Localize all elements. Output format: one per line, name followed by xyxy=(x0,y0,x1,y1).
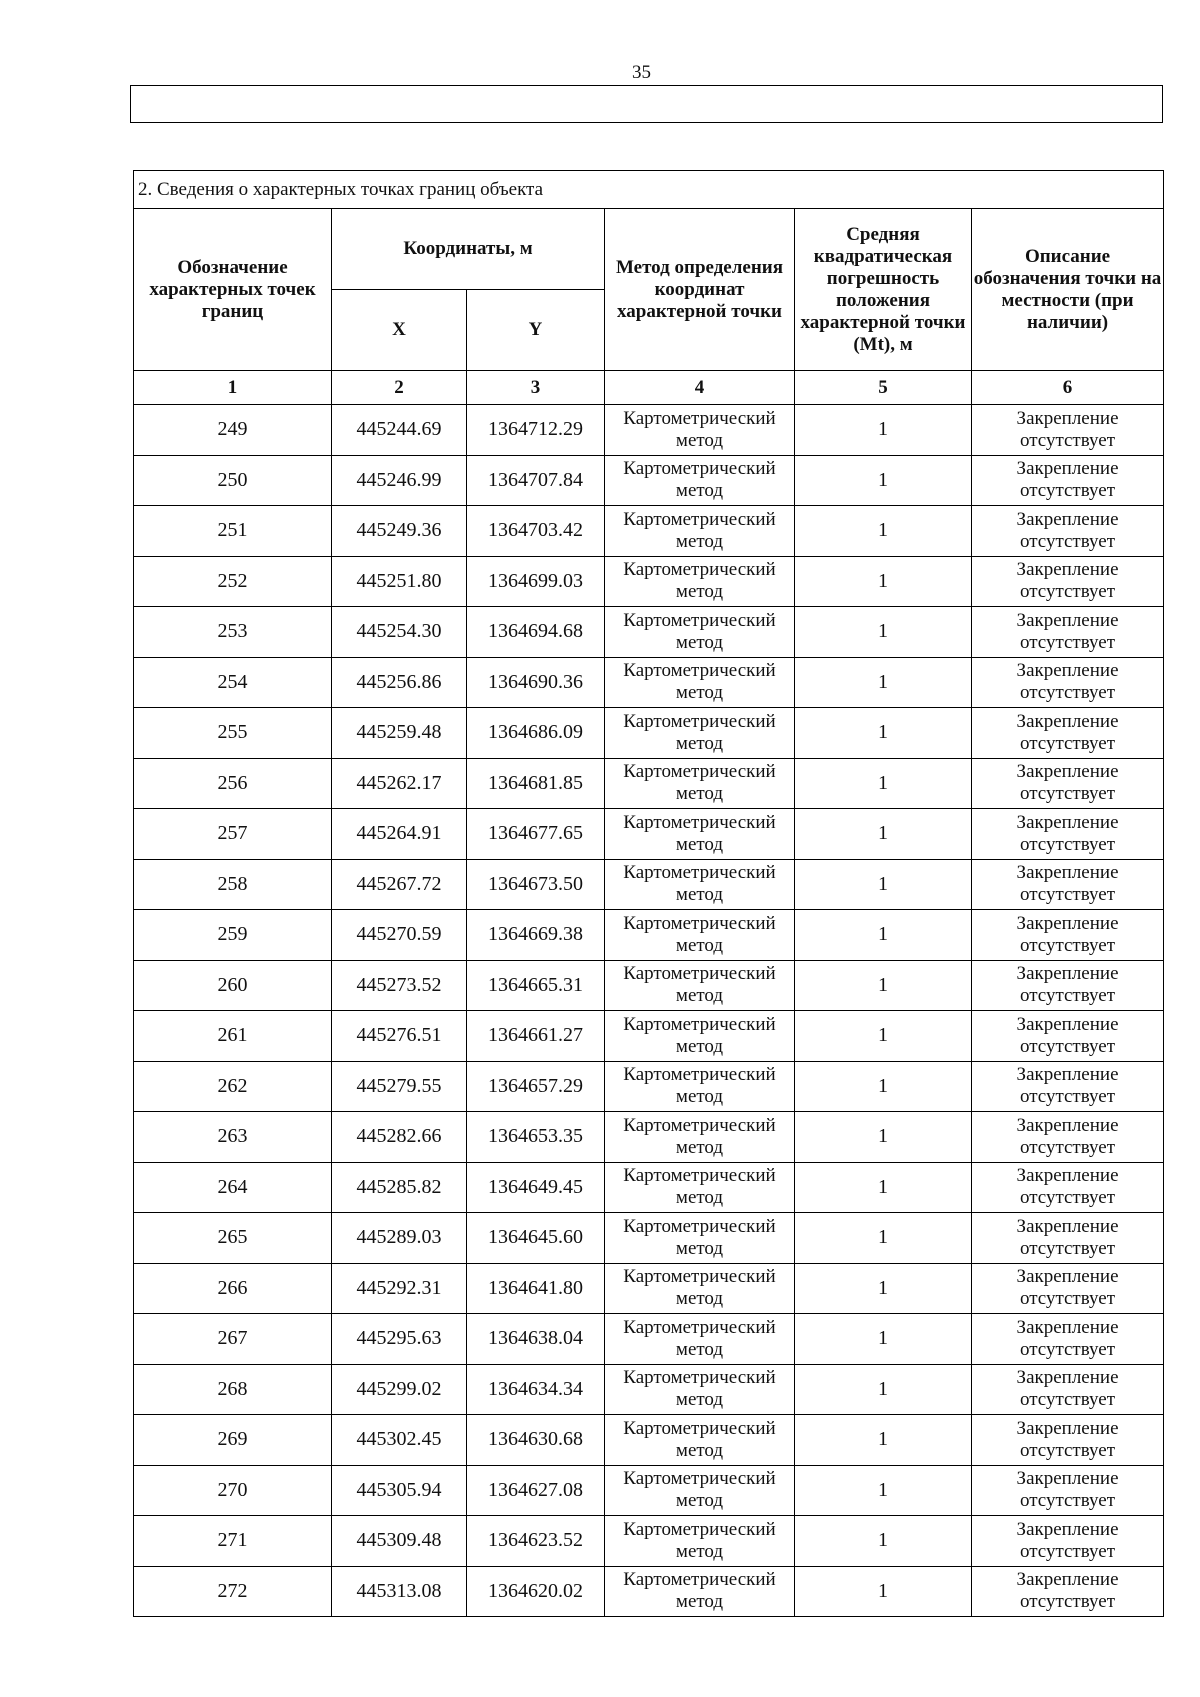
point-designation-cell: 249 xyxy=(134,405,332,456)
x-coordinate-cell: 445270.59 xyxy=(332,910,467,961)
description-cell: Закрепление отсутствует xyxy=(972,1162,1164,1213)
method-cell: Картометрический метод xyxy=(605,1162,795,1213)
mt-error-cell: 1 xyxy=(795,455,972,506)
point-designation-cell: 267 xyxy=(134,1314,332,1365)
y-coordinate-cell: 1364707.84 xyxy=(467,455,605,506)
x-coordinate-cell: 445309.48 xyxy=(332,1516,467,1567)
y-coordinate-cell: 1364661.27 xyxy=(467,1011,605,1062)
description-cell: Закрепление отсутствует xyxy=(972,405,1164,456)
method-cell: Картометрический метод xyxy=(605,607,795,658)
column-number: 2 xyxy=(332,371,467,405)
x-coordinate-cell: 445249.36 xyxy=(332,506,467,557)
header-coordinates: Координаты, м xyxy=(332,209,605,290)
description-cell: Закрепление отсутствует xyxy=(972,960,1164,1011)
description-cell: Закрепление отсутствует xyxy=(972,657,1164,708)
mt-error-cell: 1 xyxy=(795,1566,972,1617)
mt-error-cell: 1 xyxy=(795,1213,972,1264)
x-coordinate-cell: 445302.45 xyxy=(332,1415,467,1466)
description-cell: Закрепление отсутствует xyxy=(972,1516,1164,1567)
x-coordinate-cell: 445279.55 xyxy=(332,1061,467,1112)
x-coordinate-cell: 445264.91 xyxy=(332,809,467,860)
mt-error-cell: 1 xyxy=(795,657,972,708)
y-coordinate-cell: 1364669.38 xyxy=(467,910,605,961)
y-coordinate-cell: 1364627.08 xyxy=(467,1465,605,1516)
table-body xyxy=(134,405,1164,1617)
y-coordinate-cell: 1364686.09 xyxy=(467,708,605,759)
mt-error-cell: 1 xyxy=(795,960,972,1011)
point-designation-cell: 266 xyxy=(134,1263,332,1314)
y-coordinate-cell: 1364630.68 xyxy=(467,1415,605,1466)
table-row xyxy=(134,859,1164,910)
description-cell: Закрепление отсутствует xyxy=(972,809,1164,860)
x-coordinate-cell: 445305.94 xyxy=(332,1465,467,1516)
column-number: 3 xyxy=(467,371,605,405)
point-designation-cell: 261 xyxy=(134,1011,332,1062)
method-cell: Картометрический метод xyxy=(605,960,795,1011)
table-row xyxy=(134,556,1164,607)
method-cell: Картометрический метод xyxy=(605,1011,795,1062)
point-designation-cell: 259 xyxy=(134,910,332,961)
description-cell: Закрепление отсутствует xyxy=(972,607,1164,658)
x-coordinate-cell: 445299.02 xyxy=(332,1364,467,1415)
x-coordinate-cell: 445295.63 xyxy=(332,1314,467,1365)
y-coordinate-cell: 1364699.03 xyxy=(467,556,605,607)
point-designation-cell: 250 xyxy=(134,455,332,506)
boundary-points-table xyxy=(133,170,1164,1617)
y-coordinate-cell: 1364649.45 xyxy=(467,1162,605,1213)
mt-error-cell: 1 xyxy=(795,556,972,607)
x-coordinate-cell: 445251.80 xyxy=(332,556,467,607)
header-error: Средняя квадратическая погрешность положения характерной точки (Mt), м xyxy=(795,209,972,371)
point-designation-cell: 272 xyxy=(134,1566,332,1617)
mt-error-cell: 1 xyxy=(795,607,972,658)
table-row xyxy=(134,657,1164,708)
table-row xyxy=(134,1415,1164,1466)
mt-error-cell: 1 xyxy=(795,405,972,456)
method-cell: Картометрический метод xyxy=(605,1263,795,1314)
table-row xyxy=(134,1516,1164,1567)
mt-error-cell: 1 xyxy=(795,506,972,557)
y-coordinate-cell: 1364645.60 xyxy=(467,1213,605,1264)
point-designation-cell: 269 xyxy=(134,1415,332,1466)
description-cell: Закрепление отсутствует xyxy=(972,1213,1164,1264)
mt-error-cell: 1 xyxy=(795,809,972,860)
table-row xyxy=(134,708,1164,759)
point-designation-cell: 252 xyxy=(134,556,332,607)
table-row xyxy=(134,455,1164,506)
x-coordinate-cell: 445292.31 xyxy=(332,1263,467,1314)
y-coordinate-cell: 1364620.02 xyxy=(467,1566,605,1617)
header-x: X xyxy=(332,290,467,371)
table-row xyxy=(134,506,1164,557)
table-row xyxy=(134,607,1164,658)
y-coordinate-cell: 1364653.35 xyxy=(467,1112,605,1163)
column-number: 1 xyxy=(134,371,332,405)
y-coordinate-cell: 1364623.52 xyxy=(467,1516,605,1567)
table-row xyxy=(134,1364,1164,1415)
x-coordinate-cell: 445289.03 xyxy=(332,1213,467,1264)
description-cell: Закрепление отсутствует xyxy=(972,1011,1164,1062)
x-coordinate-cell: 445259.48 xyxy=(332,708,467,759)
description-cell: Закрепление отсутствует xyxy=(972,1415,1164,1466)
table-row xyxy=(134,758,1164,809)
method-cell: Картометрический метод xyxy=(605,455,795,506)
column-number: 6 xyxy=(972,371,1164,405)
point-designation-cell: 263 xyxy=(134,1112,332,1163)
description-cell: Закрепление отсутствует xyxy=(972,1314,1164,1365)
method-cell: Картометрический метод xyxy=(605,758,795,809)
description-cell: Закрепление отсутствует xyxy=(972,1465,1164,1516)
description-cell: Закрепление отсутствует xyxy=(972,556,1164,607)
section-title: 2. Сведения о характерных точках границ объекта xyxy=(134,171,1164,209)
table-row xyxy=(134,1061,1164,1112)
x-coordinate-cell: 445276.51 xyxy=(332,1011,467,1062)
header-box xyxy=(130,85,1163,123)
table-row xyxy=(134,1162,1164,1213)
mt-error-cell: 1 xyxy=(795,1364,972,1415)
description-cell: Закрепление отсутствует xyxy=(972,859,1164,910)
mt-error-cell: 1 xyxy=(795,1516,972,1567)
mt-error-cell: 1 xyxy=(795,1314,972,1365)
y-coordinate-cell: 1364681.85 xyxy=(467,758,605,809)
mt-error-cell: 1 xyxy=(795,1415,972,1466)
y-coordinate-cell: 1364694.68 xyxy=(467,607,605,658)
table-row xyxy=(134,1011,1164,1062)
description-cell: Закрепление отсутствует xyxy=(972,506,1164,557)
method-cell: Картометрический метод xyxy=(605,1213,795,1264)
mt-error-cell: 1 xyxy=(795,910,972,961)
mt-error-cell: 1 xyxy=(795,758,972,809)
y-coordinate-cell: 1364634.34 xyxy=(467,1364,605,1415)
table-row xyxy=(134,1112,1164,1163)
table-row xyxy=(134,960,1164,1011)
y-coordinate-cell: 1364677.65 xyxy=(467,809,605,860)
table-row xyxy=(134,405,1164,456)
method-cell: Картометрический метод xyxy=(605,1516,795,1567)
y-coordinate-cell: 1364703.42 xyxy=(467,506,605,557)
x-coordinate-cell: 445262.17 xyxy=(332,758,467,809)
point-designation-cell: 265 xyxy=(134,1213,332,1264)
mt-error-cell: 1 xyxy=(795,1011,972,1062)
x-coordinate-cell: 445244.69 xyxy=(332,405,467,456)
column-number: 4 xyxy=(605,371,795,405)
point-designation-cell: 253 xyxy=(134,607,332,658)
point-designation-cell: 270 xyxy=(134,1465,332,1516)
mt-error-cell: 1 xyxy=(795,1061,972,1112)
y-coordinate-cell: 1364665.31 xyxy=(467,960,605,1011)
y-coordinate-cell: 1364638.04 xyxy=(467,1314,605,1365)
method-cell: Картометрический метод xyxy=(605,1112,795,1163)
point-designation-cell: 268 xyxy=(134,1364,332,1415)
table-row xyxy=(134,910,1164,961)
point-designation-cell: 251 xyxy=(134,506,332,557)
method-cell: Картометрический метод xyxy=(605,1465,795,1516)
header-designation: Обозначение характерных точек границ xyxy=(134,209,332,371)
header-description: Описание обозначения точки на местности (при наличии) xyxy=(972,209,1164,371)
y-coordinate-cell: 1364641.80 xyxy=(467,1263,605,1314)
page-number: 35 xyxy=(632,62,651,83)
y-coordinate-cell: 1364657.29 xyxy=(467,1061,605,1112)
method-cell: Картометрический метод xyxy=(605,1314,795,1365)
header-y: Y xyxy=(467,290,605,371)
x-coordinate-cell: 445273.52 xyxy=(332,960,467,1011)
table-row xyxy=(134,1213,1164,1264)
table-row xyxy=(134,1314,1164,1365)
y-coordinate-cell: 1364673.50 xyxy=(467,859,605,910)
y-coordinate-cell: 1364712.29 xyxy=(467,405,605,456)
mt-error-cell: 1 xyxy=(795,1112,972,1163)
x-coordinate-cell: 445313.08 xyxy=(332,1566,467,1617)
point-designation-cell: 258 xyxy=(134,859,332,910)
table-row xyxy=(134,809,1164,860)
method-cell: Картометрический метод xyxy=(605,657,795,708)
mt-error-cell: 1 xyxy=(795,859,972,910)
mt-error-cell: 1 xyxy=(795,708,972,759)
table-row xyxy=(134,1263,1164,1314)
method-cell: Картометрический метод xyxy=(605,405,795,456)
column-number: 5 xyxy=(795,371,972,405)
point-designation-cell: 264 xyxy=(134,1162,332,1213)
method-cell: Картометрический метод xyxy=(605,859,795,910)
mt-error-cell: 1 xyxy=(795,1263,972,1314)
method-cell: Картометрический метод xyxy=(605,1061,795,1112)
description-cell: Закрепление отсутствует xyxy=(972,708,1164,759)
x-coordinate-cell: 445254.30 xyxy=(332,607,467,658)
mt-error-cell: 1 xyxy=(795,1465,972,1516)
description-cell: Закрепление отсутствует xyxy=(972,1112,1164,1163)
method-cell: Картометрический метод xyxy=(605,910,795,961)
point-designation-cell: 262 xyxy=(134,1061,332,1112)
x-coordinate-cell: 445282.66 xyxy=(332,1112,467,1163)
description-cell: Закрепление отсутствует xyxy=(972,1364,1164,1415)
method-cell: Картометрический метод xyxy=(605,708,795,759)
description-cell: Закрепление отсутствует xyxy=(972,455,1164,506)
y-coordinate-cell: 1364690.36 xyxy=(467,657,605,708)
description-cell: Закрепление отсутствует xyxy=(972,1061,1164,1112)
description-cell: Закрепление отсутствует xyxy=(972,1263,1164,1314)
method-cell: Картометрический метод xyxy=(605,1415,795,1466)
description-cell: Закрепление отсутствует xyxy=(972,1566,1164,1617)
point-designation-cell: 254 xyxy=(134,657,332,708)
table-row xyxy=(134,1566,1164,1617)
header-method: Метод определения координат характерной точки xyxy=(605,209,795,371)
description-cell: Закрепление отсутствует xyxy=(972,758,1164,809)
point-designation-cell: 256 xyxy=(134,758,332,809)
point-designation-cell: 255 xyxy=(134,708,332,759)
x-coordinate-cell: 445267.72 xyxy=(332,859,467,910)
x-coordinate-cell: 445285.82 xyxy=(332,1162,467,1213)
description-cell: Закрепление отсутствует xyxy=(972,910,1164,961)
mt-error-cell: 1 xyxy=(795,1162,972,1213)
point-designation-cell: 271 xyxy=(134,1516,332,1567)
point-designation-cell: 257 xyxy=(134,809,332,860)
x-coordinate-cell: 445246.99 xyxy=(332,455,467,506)
method-cell: Картометрический метод xyxy=(605,506,795,557)
method-cell: Картометрический метод xyxy=(605,809,795,860)
x-coordinate-cell: 445256.86 xyxy=(332,657,467,708)
point-designation-cell: 260 xyxy=(134,960,332,1011)
table-row xyxy=(134,1465,1164,1516)
method-cell: Картометрический метод xyxy=(605,556,795,607)
method-cell: Картометрический метод xyxy=(605,1364,795,1415)
method-cell: Картометрический метод xyxy=(605,1566,795,1617)
